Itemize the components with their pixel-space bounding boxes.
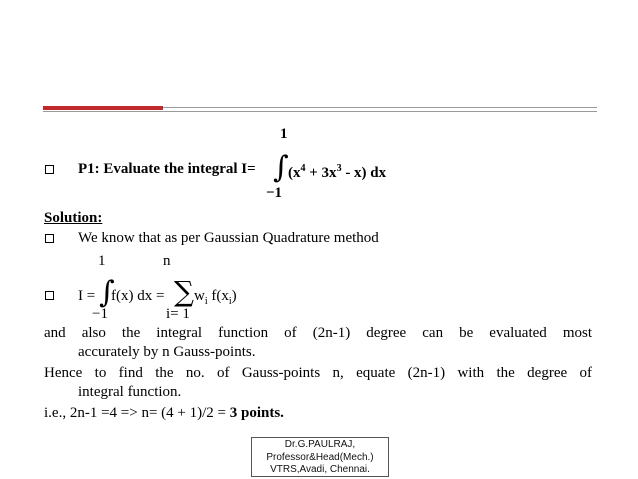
p1-lower-limit: −1 — [266, 185, 283, 201]
formula-mid: f(x) dx = — [111, 288, 165, 304]
header-thin-rule-lower — [43, 111, 597, 112]
footer-line: Dr.G.PAULRAJ, — [284, 439, 356, 450]
formula-upper-limit: 1 — [98, 253, 106, 269]
paragraph-degree — [44, 324, 592, 362]
formula-lower-limit: −1 — [92, 306, 108, 322]
formula-lhs: I = — [78, 288, 96, 304]
author-footer — [251, 437, 389, 477]
paragraph-line: integral function. — [78, 384, 182, 400]
paragraph-line: and also the integral function of (2n-1) degree can be evaluated most — [44, 325, 592, 341]
solution-heading: Solution: — [44, 210, 103, 226]
footer-line: VTRS,Avadi, Chennai. — [270, 464, 370, 475]
checkbox-bullet-icon — [45, 165, 54, 174]
p1-integrand: $(x^4 + 3x^3 - x)$ dx — [288, 163, 387, 181]
formula-sum-upper: n — [163, 253, 171, 269]
method-statement: We know that as per Gaussian Quadrature method — [78, 230, 379, 246]
checkbox-bullet-icon — [45, 291, 54, 300]
formula-rhs: $w_i$ $f(x_i)$ — [194, 288, 237, 307]
p1-label: P1: Evaluate the integral I= — [78, 161, 256, 177]
paragraph-line: Hence to find the no. of Gauss-points n, equate (2n-1) with the degree of — [44, 365, 592, 381]
integral-sign-icon: ∫ — [99, 275, 115, 310]
p1-upper-limit: 1 — [280, 126, 288, 142]
paragraph-equate — [44, 364, 592, 402]
header-thin-rule — [163, 107, 597, 108]
checkbox-bullet-icon — [45, 234, 54, 243]
integral-sign-icon: ∫ — [273, 150, 289, 185]
paragraph-line: accurately by n Gauss-points. — [78, 344, 256, 360]
sigma-icon: ∑ — [174, 275, 194, 308]
formula-sum-lower: i= 1 — [166, 306, 190, 322]
header-accent-rule — [43, 106, 163, 110]
footer-line: Professor&Head(Mech.) — [266, 451, 374, 463]
conclusion-line: i.e., 2n-1 =4 => n= (4 + 1)/2 = 3 points. — [44, 405, 284, 421]
conclusion-result: 3 points. — [229, 405, 284, 421]
